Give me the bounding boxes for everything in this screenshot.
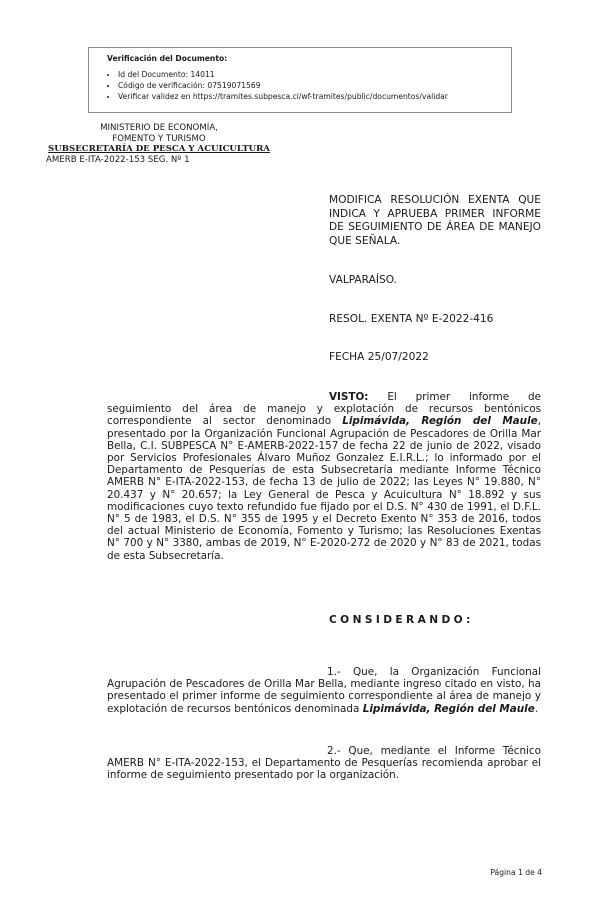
place: VALPARAÍSO. xyxy=(329,274,397,286)
visto-sector: Lipimávida, Región del Maule xyxy=(342,415,538,428)
document-id: • Id del Documento: 14011 xyxy=(118,69,503,80)
resolution-title: MODIFICA RESOLUCIÓN EXENTA QUE INDICA Y APRUEBA PRIMER INFORME DE SEGUIMIENTO DE ÁREA DE MANEJO QUE SEÑALA. xyxy=(329,194,541,247)
verification-box xyxy=(88,47,512,113)
page-number: Página 1 de 4 xyxy=(490,868,542,877)
ministry-line1: MINISTERIO DE ECONOMÍA, xyxy=(100,123,218,133)
considerando-1-text: 1.- Que, la Organización Funcional Agrupación de Pescadores de Orilla Mar Bella, mediante ingreso citado en visto, ha presentado el primer informe de seguimiento correspondiente al área de manejo y explotación de recursos bentónicos denominada xyxy=(107,666,541,715)
considerando-2-text: 2.- Que, mediante el Informe Técnico AMERB N° E-ITA-2022-153, el Departamento de Pesquerías recomienda aprobar el informe de seguimiento presentado por la organización. xyxy=(107,745,541,782)
document-reference: AMERB E-ITA-2022-153 SEG. Nº 1 xyxy=(46,154,190,165)
considerando-2 xyxy=(107,745,541,782)
ministry-header xyxy=(34,123,284,165)
visto-label: VISTO: xyxy=(329,391,369,403)
considerando-1-sector: Lipimávida, Región del Maule xyxy=(362,702,535,715)
visto-paragraph xyxy=(107,391,541,562)
visto-text-1: El primer informe de seguimiento del área de manejo y explotación de recursos bentónicos correspondiente al sector denominado xyxy=(107,391,541,428)
subsecretaria-name: SUBSECRETARÍA DE PESCA Y ACUICULTURA xyxy=(48,144,270,154)
verification-title: Verificación del Documento: xyxy=(107,54,228,63)
considerando-heading: CONSIDERANDO: xyxy=(329,614,474,626)
ministry-line2: FOMENTO Y TURISMO xyxy=(112,133,206,144)
verification-list xyxy=(107,69,503,102)
resolution-number: RESOL. EXENTA Nº E-2022-416 xyxy=(329,313,494,325)
verification-code: • Código de verificación: 07519071569 xyxy=(118,80,503,91)
verification-url[interactable]: • Verificar validez en https://tramites.subpesca.cl/wf-tramites/public/documentos/validar xyxy=(118,91,503,102)
considerando-1 xyxy=(107,666,541,715)
visto-text-2: , presentado por la Organización Funcional Agrupación de Pescadores de Orilla Mar Bella, C.I. SUBPESCA N° E-AMERB-2022-157 de fecha 22 de junio de 2022, visado por Servicios Profesionales Álvaro Muñoz Gonzalez E.I.R.L.; lo informado por el Departamento de Pesquerías de esta Subsecretaría mediante Informe Técnico AMERB N° E-ITA-2022-153, de fecha 13 de julio de 2022; las Leyes N° 19.880, N° 20.437 y N° 20.657; la Ley General de Pesca y Acuicultura N° 18.892 y sus modificaciones cuyo texto refundido fue fijado por el D.S. N° 430 de 1991, el D.F.L. N° 5 de 1983, el D.S. N° 355 de 1995 y el Decreto Exento N° 353 de 2016, todos del actual Ministerio de Economía, Fomento y Turismo; las Resoluciones Exentas N° 700 y N° 3380, ambas de 2019, N° E-2020-272 de 2020 y N° 83 de 2021, todas de esta Subsecretaría. xyxy=(107,415,542,562)
resolution-date: FECHA 25/07/2022 xyxy=(329,351,429,363)
considerando-1-end: . xyxy=(534,702,539,715)
